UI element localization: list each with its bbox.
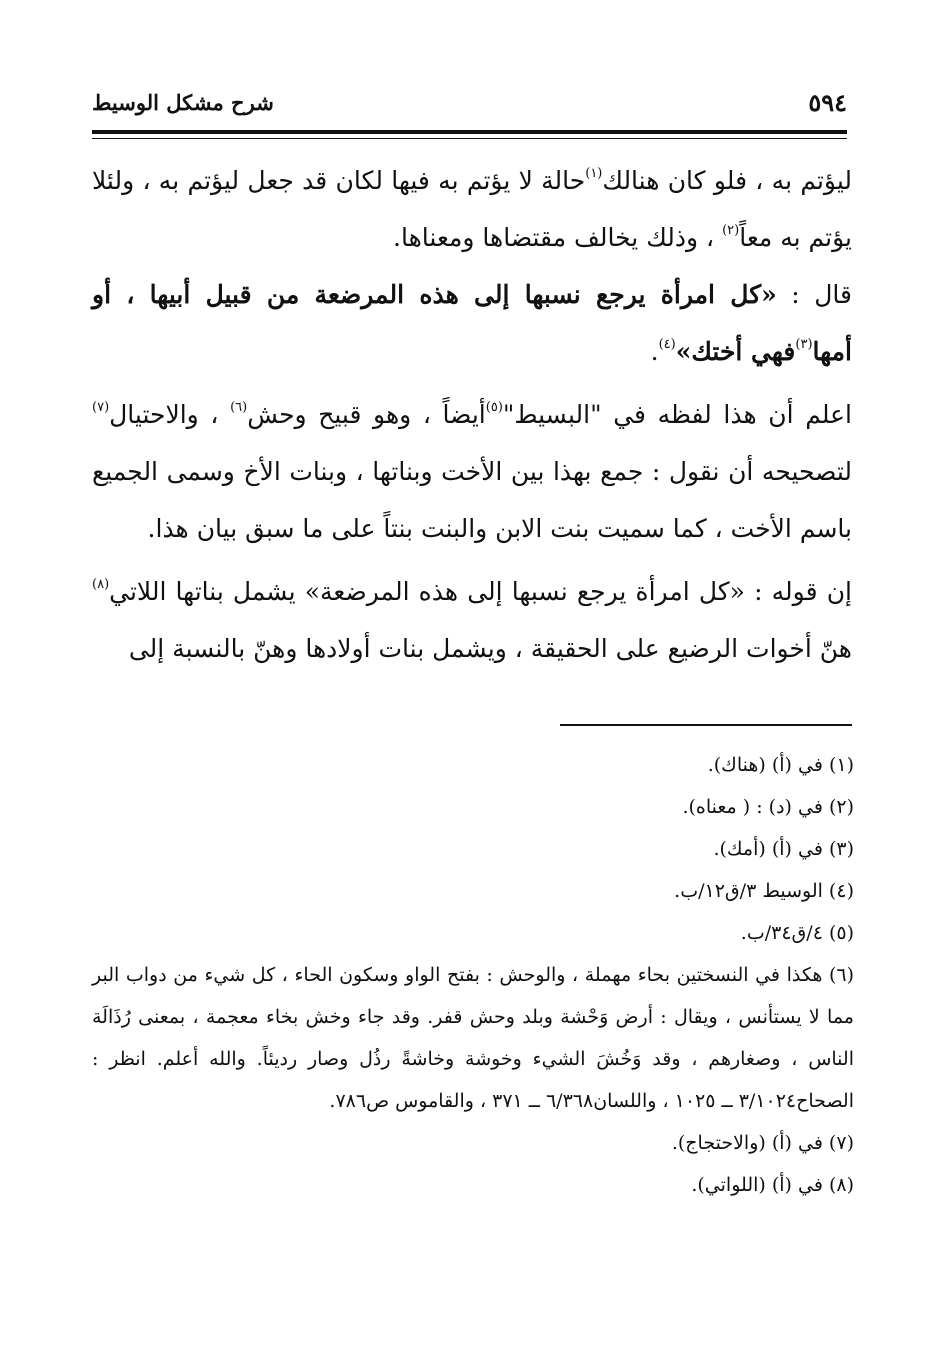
footnote-5: (٥) ٤/ق٣٤/ب. [740,922,854,944]
running-header [92,88,847,128]
paragraph-3 [92,386,852,557]
quoted-rule-text: «كل امرأة يرجع نسبها إلى هذه المرضعة من قبيل أبيها ، أو أمها [92,280,852,366]
p3-text-c: ، والاحتيال [109,400,219,429]
p1-text-c: ، وذلك يخالف مقتضاها ومعناها. [393,223,715,252]
footnote-7: (٧) في (أ) (والاحتجاج). [671,1132,854,1154]
footnote-ref-5[interactable]: (٥) [485,400,503,415]
footnote-ref-8[interactable]: (٨) [92,577,110,592]
paragraph-1 [92,152,852,266]
page-number: ٥٩٤ [808,88,847,117]
footnote-8: (٨) في (أ) (اللواتي). [691,1174,854,1196]
paragraph-2 [92,266,852,380]
footnote-3: (٣) في (أ) (أمك). [713,838,854,860]
book-title: شرح مشكل الوسيط [92,90,274,115]
p4-text-a: إن قوله : «كل امرأة يرجع نسبها إلى هذه المرضعة» يشمل بناتها اللاتي [109,577,852,606]
header-rule-thick [92,130,847,134]
footnote-1: (١) في (أ) (هناك). [707,754,854,776]
footnote-4: (٤) الوسيط ٣/ق١٢/ب. [674,880,854,902]
footnote-ref-3[interactable]: (٣) [795,337,813,352]
footnote-ref-6[interactable]: (٦) [230,400,248,415]
p1-text-a: ليؤتم به ، فلو كان هنالك [602,166,853,195]
p3-text-a: اعلم أن هذا لفظه في "البسيط" [502,400,852,429]
p3-text-b: أيضاً ، وهو قبيح وحش [247,400,486,429]
footnote-ref-1[interactable]: (١) [585,166,603,181]
p2-text-a: قال : [776,280,852,309]
footnote-ref-2[interactable]: (٢) [722,223,740,238]
footnotes [92,744,854,1206]
main-text [92,152,852,677]
p4-text-b: هنّ أخوات الرضيع على الحقيقة ، ويشمل بنات أولادها وهنّ بالنسبة إلى [128,634,852,663]
p3-text-d: لتصحيحه أن نقول : جمع بهذا بين الأخت وبناتها ، وبنات الأخ وسمى الجميع باسم الأخت ، كما سميت بنت الابن والبنت بنتاً على ما سبق بيان هذا. [92,457,852,543]
p1-text-b: حالة لا يؤتم به فيها لكان قد جعل ليؤتم به ، ولئلا يؤتم به معاً [92,166,852,252]
paragraph-4 [92,563,852,677]
p2-text-d: . [650,337,659,366]
footnote-ref-4[interactable]: (٤) [658,337,676,352]
quoted-rule-end: فهي أختك» [675,337,796,366]
header-rule-thin [92,138,847,139]
footnote-separator [560,724,852,726]
footnote-ref-7[interactable]: (٧) [92,400,110,415]
footnote-6: (٦) هكذا في النسختين بحاء مهملة ، والوحش : بفتح الواو وسكون الحاء ، كل شيء من دواب البر مما لا يستأنس ، ويقال : أرض وَحْشة وبلد وحش قفر. وقد جاء وخش بخاء معجمة ، بمعنى رُذَالَة الناس ، وصغارهم ، وقد وَخُشَ الشيء وخوشة وخاشةً رذُل وصار رديئاً. والله أعلم. انظر : الصحاح٣/١٠٢٤ ــ ١٠٢٥ ، واللسان٦/٣٦٨ ــ ٣٧١ ، والقاموس ص٧٨٦. [92,964,854,1112]
footnote-2: (٢) في (د) : ( معناه). [682,796,854,818]
